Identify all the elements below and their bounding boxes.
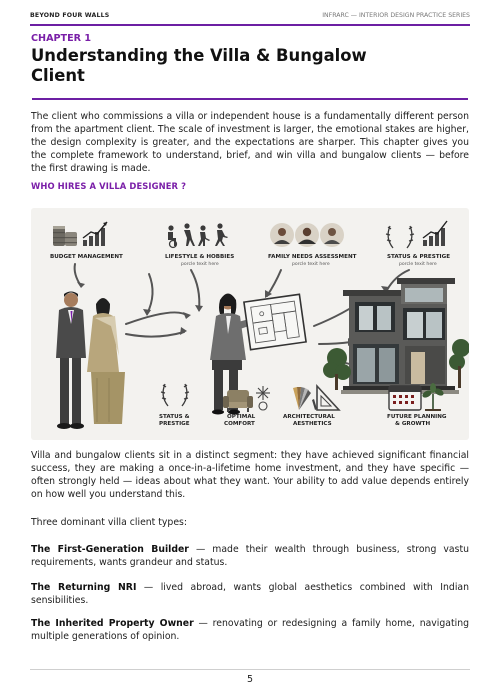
- segment-paragraph: Villa and bungalow clients sit in a distinct segment: they have achieved significant financial success, they are making a once-in-a-lifetime home investment, and they have specific — often strongly held — ideas about what they want. Your ability to add value depends entirely on how well you understand this.: [31, 450, 469, 500]
- chapter-label: CHAPTER 1: [31, 33, 92, 44]
- sublabel-lifestyle: porcle texit here: [181, 262, 219, 267]
- client-type-desc: — renovating or redesigning a family home, navigating multiple generations of opinion.: [31, 618, 469, 642]
- calendar-icon: [389, 386, 421, 410]
- label-optimal-comfort-1: OPTIMAL: [227, 414, 256, 420]
- laurel-bottom-icon: [161, 384, 189, 406]
- section-heading: WHO HIRES A VILLA DESIGNER ?: [31, 181, 187, 191]
- sun-icon: [259, 402, 267, 410]
- footer-rule: [30, 669, 470, 670]
- client-type-name: The Returning NRI: [31, 582, 137, 593]
- label-lifestyle-hobbies: LIFESTYLE & HOBBIES: [165, 254, 235, 260]
- label-future-planning-1: FUTURE PLANNING: [387, 414, 447, 420]
- intro-paragraph: The client who commissions a villa or independent house is a fundamentally different person from the apartment client. The scale of investment is larger, the emotional stakes are higher, the design complexity is greater, and the expectations are sharper. This chapter gives you the complete framework to understand, brief, and win villa and bungalow clients — before the first drawing is made.: [31, 111, 469, 174]
- label-status-prestige-bottom-1: STATUS &: [159, 414, 190, 420]
- page-number: 5: [246, 674, 254, 685]
- label-optimal-comfort-2: COMFORT: [224, 421, 255, 427]
- coins-icon: [53, 226, 77, 246]
- series-title: INFRARC — INTERIOR DESIGN PRACTICE SERIES: [322, 12, 470, 19]
- brand-name: BEYOND FOUR WALLS: [30, 12, 110, 19]
- client-type-inherited-owner: [31, 617, 469, 643]
- sublabel-status: porcle texit here: [399, 262, 437, 267]
- growth-chart-icon: [83, 222, 107, 246]
- client-type-desc: — lived abroad, wants global aesthetics combined with Indian sensibilities.: [31, 582, 469, 606]
- header-rule: [30, 24, 470, 26]
- client-type-name: The First-Generation Builder: [31, 544, 189, 555]
- label-architectural-aesthetics-2: AESTHETICS: [293, 421, 332, 427]
- title-rule: [32, 98, 468, 100]
- floor-plan-board: [244, 294, 306, 349]
- illustration-svg: [31, 208, 469, 440]
- chapter-title: Understanding the Villa & Bungalow Client: [31, 46, 367, 85]
- label-family-needs: FAMILY NEEDS ASSESSMENT: [268, 254, 357, 260]
- label-budget-management: BUDGET MANAGEMENT: [50, 254, 123, 260]
- client-types-intro: Three dominant villa client types:: [31, 517, 188, 528]
- status-chart-icon: [423, 221, 447, 246]
- laurel-icon: [386, 226, 414, 248]
- lifestyle-figures-icon: [168, 223, 228, 247]
- label-status-prestige-top: STATUS & PRESTIGE: [387, 254, 451, 260]
- label-status-prestige-bottom-2: PRESTIGE: [159, 421, 190, 427]
- couple-figures: [56, 292, 125, 430]
- client-type-desc: — made their wealth through business, strong vastu requirements, wants grandeur and status.: [31, 544, 469, 568]
- sublabel-family: porcle texit here: [292, 262, 330, 267]
- family-faces-icon: [270, 223, 344, 247]
- set-square-icon: [312, 386, 339, 410]
- villa-client-illustration: [31, 208, 469, 440]
- client-type-first-generation: [31, 543, 469, 569]
- label-architectural-aesthetics-1: ARCHITECTURAL: [283, 414, 335, 420]
- swatch-fan-icon: [293, 387, 311, 410]
- client-type-name: The Inherited Property Owner: [31, 618, 194, 629]
- client-type-returning-nri: [31, 581, 469, 607]
- label-future-planning-2: & GROWTH: [395, 421, 431, 427]
- villa-building: [341, 278, 459, 394]
- snowflake-icon: [256, 386, 270, 400]
- running-header: [30, 12, 470, 24]
